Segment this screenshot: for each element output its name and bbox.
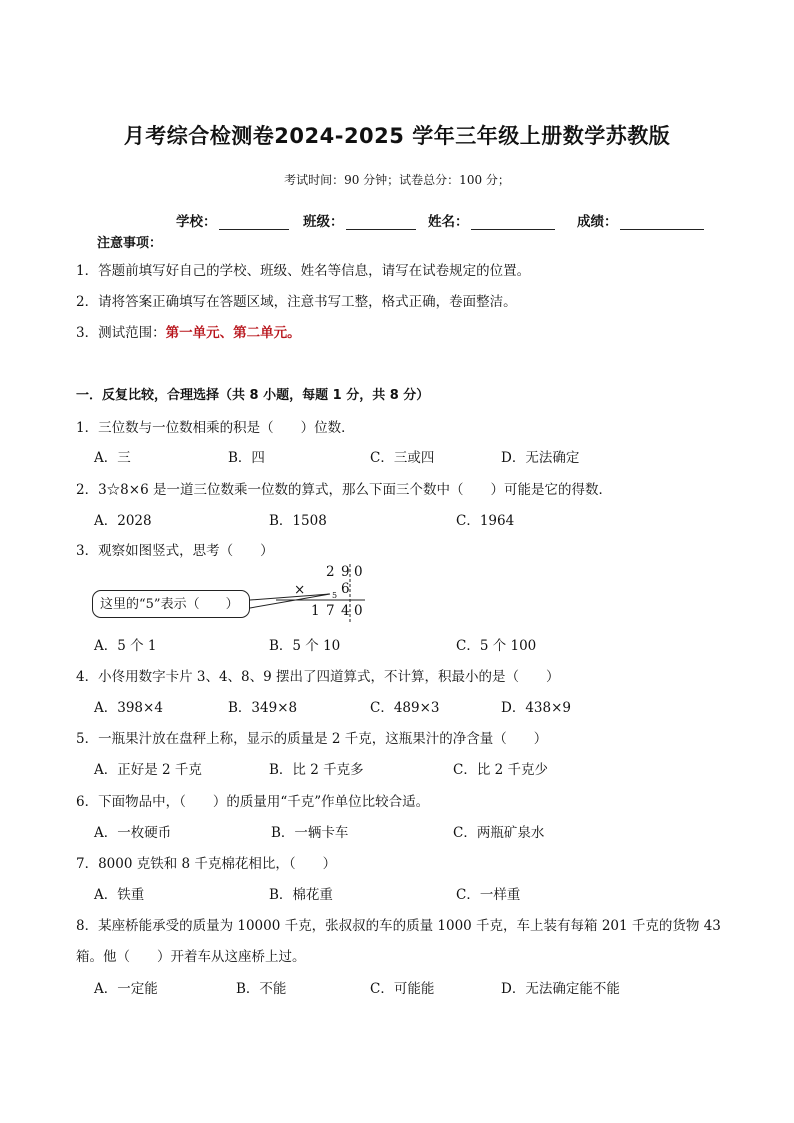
- q2-option-b[interactable]: B．1508: [269, 513, 327, 529]
- product-digit-7: 7: [326, 603, 335, 619]
- q1-option-d[interactable]: D．无法确定: [501, 450, 580, 466]
- score-label: 成绩：: [577, 214, 618, 230]
- q3-option-c[interactable]: C．5 个 100: [456, 638, 537, 654]
- question-2: 2．3☆8×6 是一道三位数乘一位数的算式，那么下面三个数中（ ）可能是它的得数．: [76, 482, 612, 498]
- name-blank[interactable]: [471, 215, 555, 230]
- q7-option-c[interactable]: C．一样重: [456, 887, 521, 903]
- q5-option-a[interactable]: A．正好是 2 千克: [94, 762, 202, 778]
- q1-option-a[interactable]: A．三: [94, 450, 131, 466]
- q3-option-a[interactable]: A．5 个 1: [94, 638, 157, 654]
- class-blank[interactable]: [346, 215, 416, 230]
- q6-option-a[interactable]: A．一枚硬币: [94, 825, 172, 841]
- q6-option-b[interactable]: B．一辆卡车: [271, 825, 349, 841]
- question-5: 5．一瓶果汁放在盘秤上称，显示的质量是 2 千克，这瓶果汁的净含量（ ）: [76, 731, 548, 747]
- question-6: 6．下面物品中，（ ）的质量用“千克”作单位比较合适。: [76, 794, 430, 810]
- scope-value: 第一单元、第二单元。: [165, 325, 301, 341]
- q7-option-b[interactable]: B．棉花重: [269, 887, 333, 903]
- digit-6: 6: [341, 581, 350, 597]
- q2-option-c[interactable]: C．1964: [456, 513, 515, 529]
- q4-option-d[interactable]: D．438×9: [501, 700, 571, 716]
- callout-box: 这里的“5”表示（ ）: [92, 590, 250, 618]
- q1-option-c[interactable]: C．三或四: [370, 450, 435, 466]
- class-label: 班级：: [303, 214, 344, 230]
- question-4: 4．小佟用数字卡片 3、4、8、9 摆出了四道算式，不计算，积最小的是（ ）: [76, 669, 560, 685]
- q7-option-a[interactable]: A．铁重: [94, 887, 145, 903]
- name-field[interactable]: [428, 210, 555, 230]
- school-blank[interactable]: [219, 215, 289, 230]
- notice-item-1: 1．答题前填写好自己的学校、班级、姓名等信息，请写在试卷规定的位置。: [76, 263, 531, 279]
- q3-option-b[interactable]: B．5 个 10: [269, 638, 341, 654]
- q8-option-a[interactable]: A．一定能: [94, 981, 158, 997]
- scope-label: 3．测试范围：: [76, 325, 166, 341]
- q5-option-c[interactable]: C．比 2 千克少: [453, 762, 549, 778]
- q2-option-a[interactable]: A．2028: [94, 513, 152, 529]
- product-digit-1: 1: [311, 603, 320, 619]
- score-field[interactable]: [577, 210, 704, 230]
- q4-option-b[interactable]: B．349×8: [228, 700, 298, 716]
- product-digit-4: 4: [341, 603, 350, 619]
- page-title: 月考综合检测卷2024-2025 学年三年级上册数学苏教版: [123, 124, 671, 148]
- vertical-multiplication-figure: [90, 560, 390, 626]
- notice-item-2: 2．请将答案正确填写在答题区域，注意书写工整，格式正确，卷面整洁。: [76, 294, 517, 310]
- section-title: 一．反复比较，合理选择（共 8 小题，每题 1 分，共 8 分）: [76, 388, 430, 403]
- question-7: 7．8000 克铁和 8 千克棉花相比，（ ）: [76, 856, 337, 872]
- notice-heading: 注意事项：: [97, 236, 163, 251]
- question-8: 8．某座桥能承受的质量为 10000 千克，张叔叔的车的质量 1000 千克，车上装有每箱 201 千克的货物 43: [76, 918, 721, 934]
- digit-0: 0: [354, 564, 363, 580]
- class-field[interactable]: [303, 210, 416, 230]
- digit-9: 9: [341, 564, 350, 580]
- school-field[interactable]: [176, 210, 289, 230]
- question-8-cont: 箱。他（ ）开着车从这座桥上过。: [76, 949, 306, 965]
- q4-option-c[interactable]: C．489×3: [370, 700, 440, 716]
- notice-item-3: [76, 321, 301, 341]
- school-label: 学校：: [176, 214, 217, 230]
- times-sign: ×: [294, 582, 306, 598]
- q8-option-d[interactable]: D．无法确定能不能: [501, 981, 620, 997]
- q8-option-c[interactable]: C．可能能: [370, 981, 435, 997]
- product-digit-0: 0: [354, 603, 363, 619]
- digit-2: 2: [326, 564, 335, 580]
- q8-option-b[interactable]: B．不能: [236, 981, 287, 997]
- score-blank[interactable]: [620, 215, 704, 230]
- q1-option-b[interactable]: B．四: [228, 450, 265, 466]
- carry-digit: 5: [332, 591, 338, 600]
- question-1: 1．三位数与一位数相乘的积是（ ）位数．: [76, 420, 355, 436]
- q5-option-b[interactable]: B．比 2 千克多: [269, 762, 364, 778]
- name-label: 姓名：: [428, 214, 469, 230]
- q6-option-c[interactable]: C．两瓶矿泉水: [453, 825, 545, 841]
- question-3: 3．观察如图竖式，思考（ ）: [76, 543, 274, 559]
- exam-info: 考试时间：90 分钟；试卷总分：100 分；: [284, 173, 510, 187]
- q4-option-a[interactable]: A．398×4: [94, 700, 163, 716]
